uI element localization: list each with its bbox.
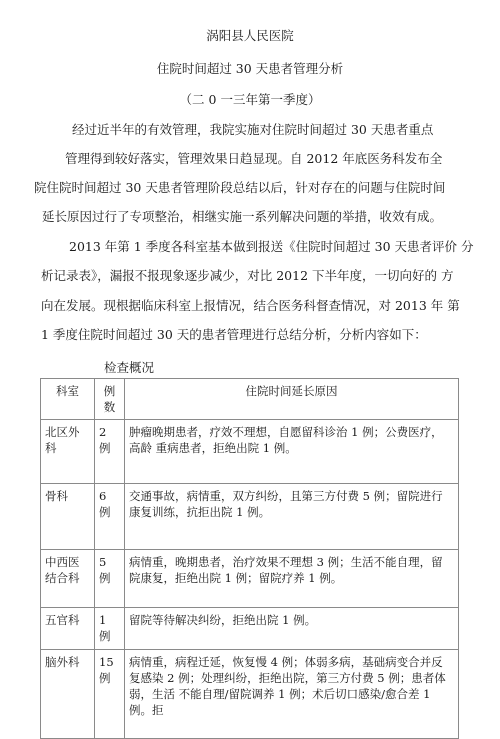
document-period: （二 0 一三年第一季度） [179, 92, 321, 107]
cell-count: 1 例 [95, 608, 125, 650]
inspection-table [40, 378, 459, 739]
cell-count: 2 例 [95, 420, 125, 484]
paragraph-line: 向在发展。现根据临床科室上报情况，结合医务科督查情况，对 2013 年 第 [41, 298, 460, 313]
table-row [41, 420, 459, 484]
table-row [41, 484, 459, 550]
paragraph-line: 1 季度住院时间超过 30 天的患者管理进行总结分析，分析内容如下： [41, 327, 427, 342]
cell-dept: 骨科 [41, 484, 95, 550]
cell-reason: 肿瘤晚期患者，疗效不理想，自愿留科诊治 1 例；公费医疗，高龄 重病患者，拒绝出院 1 例。 [125, 420, 459, 484]
paragraph-line: 管理得到较好落实，管理效果日趋显现。自 2012 年底医务科发布全 [65, 151, 443, 166]
header-dept: 科室 [41, 379, 95, 420]
cell-reason: 留院等待解决纠纷，拒绝出院 1 例。 [125, 608, 459, 650]
paragraph-line: 院住院时间超过 30 天患者管理阶段总结以后，针对存在的问题与住院时间 [34, 180, 446, 195]
table-row [41, 550, 459, 608]
cell-reason: 交通事故，病情重，双方纠纷，且第三方付费 5 例；留院进行康复训练，抗拒出院 1 例。 [125, 484, 459, 550]
cell-dept: 脑外科 [41, 650, 95, 739]
header-count: 例数 [95, 379, 125, 420]
document-title: 住院时间超过 30 天患者管理分析 [156, 61, 344, 76]
cell-dept: 北区外科 [41, 420, 95, 484]
hospital-name: 涡阳县人民医院 [206, 28, 294, 43]
paragraph-line: 析记录表》，漏报不报现象逐步减少，对比 2012 下半年度，一切向好的 方 [41, 268, 454, 283]
paragraph-line: 经过近半年的有效管理，我院实施对住院时间超过 30 天患者重点 [72, 122, 434, 137]
header-reason: 住院时间延长原因 [125, 379, 459, 420]
table-row [41, 650, 459, 739]
cell-reason: 病情重，晚期患者，治疗效果不理想 3 例；生活不能自理，留院康复，拒绝出院 1 例；留院疗养 1 例。 [125, 550, 459, 608]
cell-count: 5 例 [95, 550, 125, 608]
table-header-row [41, 379, 459, 420]
cell-count: 15 例 [95, 650, 125, 739]
paragraph-line: 延长原因过行了专项整治，相继实施一系列解决问题的举措，收效有成。 [42, 209, 443, 224]
cell-dept: 五官科 [41, 608, 95, 650]
section-heading: 检查概况 [104, 360, 155, 375]
cell-reason: 病情重，病程迁延，恢复慢 4 例；体弱多病，基础病变合并反复感染 2 例；处理纠纷，拒绝出院，第三方付费 5 例；患者体弱，生活 不能自理/留院调养 1 例；术后切口感染/愈合差 1 例。拒 [125, 650, 459, 739]
table-row [41, 608, 459, 650]
paragraph-line: 2013 年第 1 季度各科室基本做到报送《住院时间超过 30 天患者评价 分 [69, 239, 474, 254]
cell-dept: 中西医结合科 [41, 550, 95, 608]
cell-count: 6 例 [95, 484, 125, 550]
